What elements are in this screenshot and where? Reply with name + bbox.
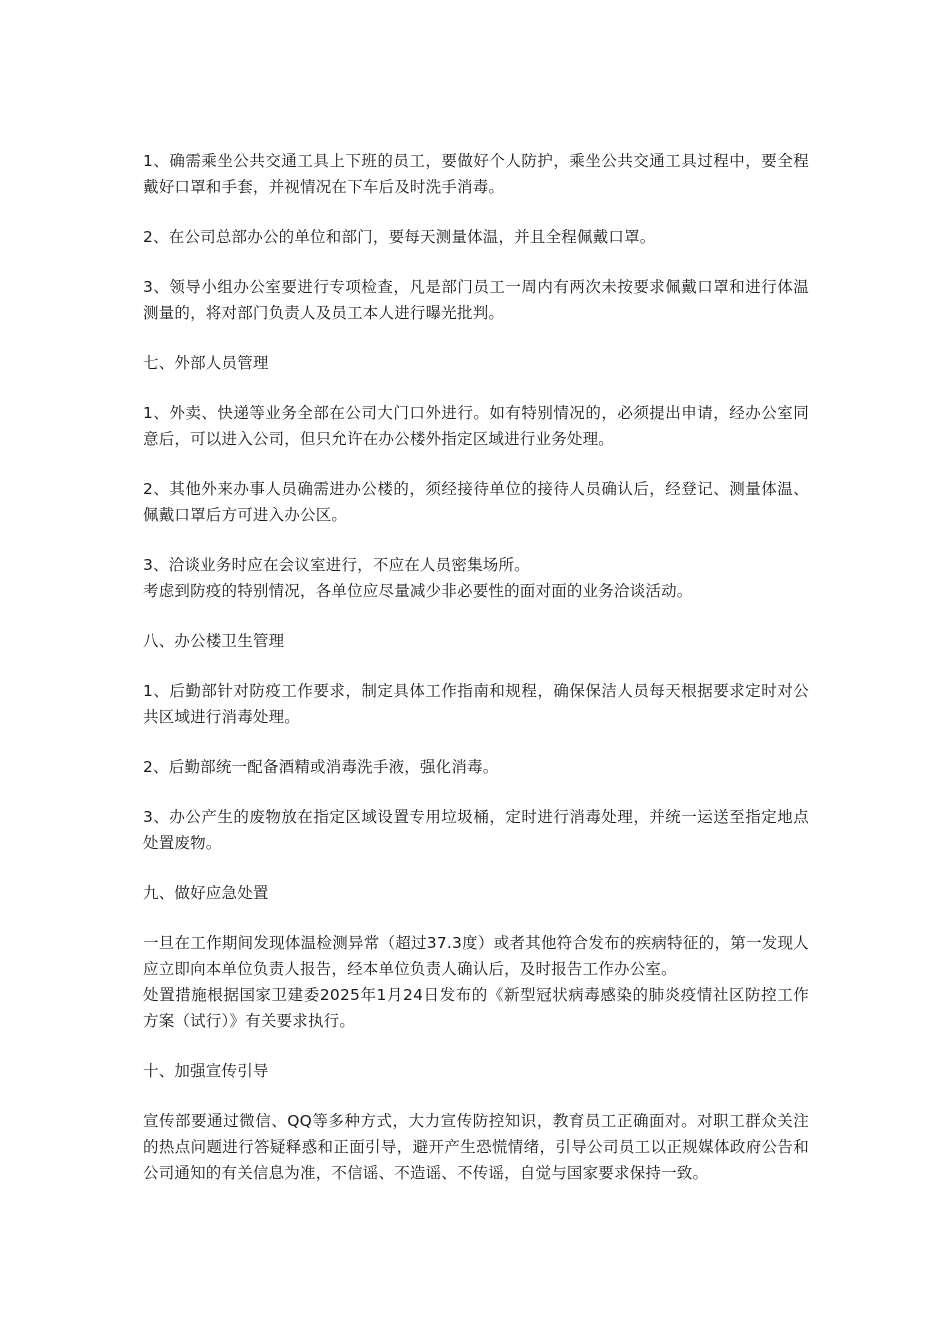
paragraph-publicity: 宣传部要通过微信、QQ等多种方式，大力宣传防控知识，教育员工正确面对。对职工群众关注的热点问题进行答疑释惑和正面引导，避开产生恐慌情绪，引导公司员工以正规媒体政府公告和公司通知的有关信息为准，不信谣、不造谣、不传谣，自觉与国家要求保持一致。 <box>143 1112 809 1182</box>
paragraph-delivery: 1、外卖、快递等业务全部在公司大门口外进行。如有特别情况的，必须提出申请，经办公室同意后，可以进入公司，但只允许在办公楼外指定区域进行业务处理。 <box>143 404 809 448</box>
section-heading-publicity: 十、加强宣传引导 <box>143 1062 269 1080</box>
section-heading-emergency: 九、做好应急处置 <box>143 884 269 902</box>
paragraph-temperature-check: 2、在公司总部办公的单位和部门，要每天测量体温，并且全程佩戴口罩。 <box>143 228 656 246</box>
paragraph-fever-report: 一旦在工作期间发现体温检测异常（超过37.3度）或者其他符合发布的疾病特征的，第一发现人应立即向本单位负责人报告，经本单位负责人确认后，及时报告工作办公室。 <box>143 934 809 978</box>
paragraph-special-inspection: 3、领导小组办公室要进行专项检查，凡是部门员工一周内有两次未按要求佩戴口罩和进行体温测量的，将对部门负责人及员工本人进行曝光批判。 <box>143 278 809 322</box>
paragraph-meetings: 3、洽谈业务时应在会议室进行，不应在人员密集场所。 <box>143 556 530 574</box>
document-page <box>143 148 809 1210</box>
paragraph-measures: 处置措施根据国家卫建委2025年1月24日发布的《新型冠状病毒感染的肺炎疫情社区防控工作方案（试行）》有关要求执行。 <box>143 986 809 1030</box>
paragraph-disinfection-guidelines: 1、后勤部针对防疫工作要求，制定具体工作指南和规程，确保保洁人员每天根据要求定时对公共区域进行消毒处理。 <box>143 682 809 726</box>
section-heading-external-personnel: 七、外部人员管理 <box>143 354 269 372</box>
paragraph-commute-protection: 1、确需乘坐公共交通工具上下班的员工，要做好个人防护，乘坐公共交通工具过程中，要全程戴好口罩和手套，并视情况在下车后及时洗手消毒。 <box>143 152 809 196</box>
paragraph-sanitizer: 2、后勤部统一配备酒精或消毒洗手液，强化消毒。 <box>143 758 499 776</box>
section-heading-building-hygiene: 八、办公楼卫生管理 <box>143 632 285 650</box>
paragraph-waste: 3、办公产生的废物放在指定区域设置专用垃圾桶，定时进行消毒处理，并统一运送至指定地点处置废物。 <box>143 808 809 852</box>
paragraph-visitors: 2、其他外来办事人员确需进办公楼的，须经接待单位的接待人员确认后，经登记、测量体温、佩戴口罩后方可进入办公区。 <box>143 480 809 524</box>
paragraph-reduce-meetings: 考虑到防疫的特别情况，各单位应尽量减少非必要性的面对面的业务洽谈活动。 <box>143 582 693 600</box>
